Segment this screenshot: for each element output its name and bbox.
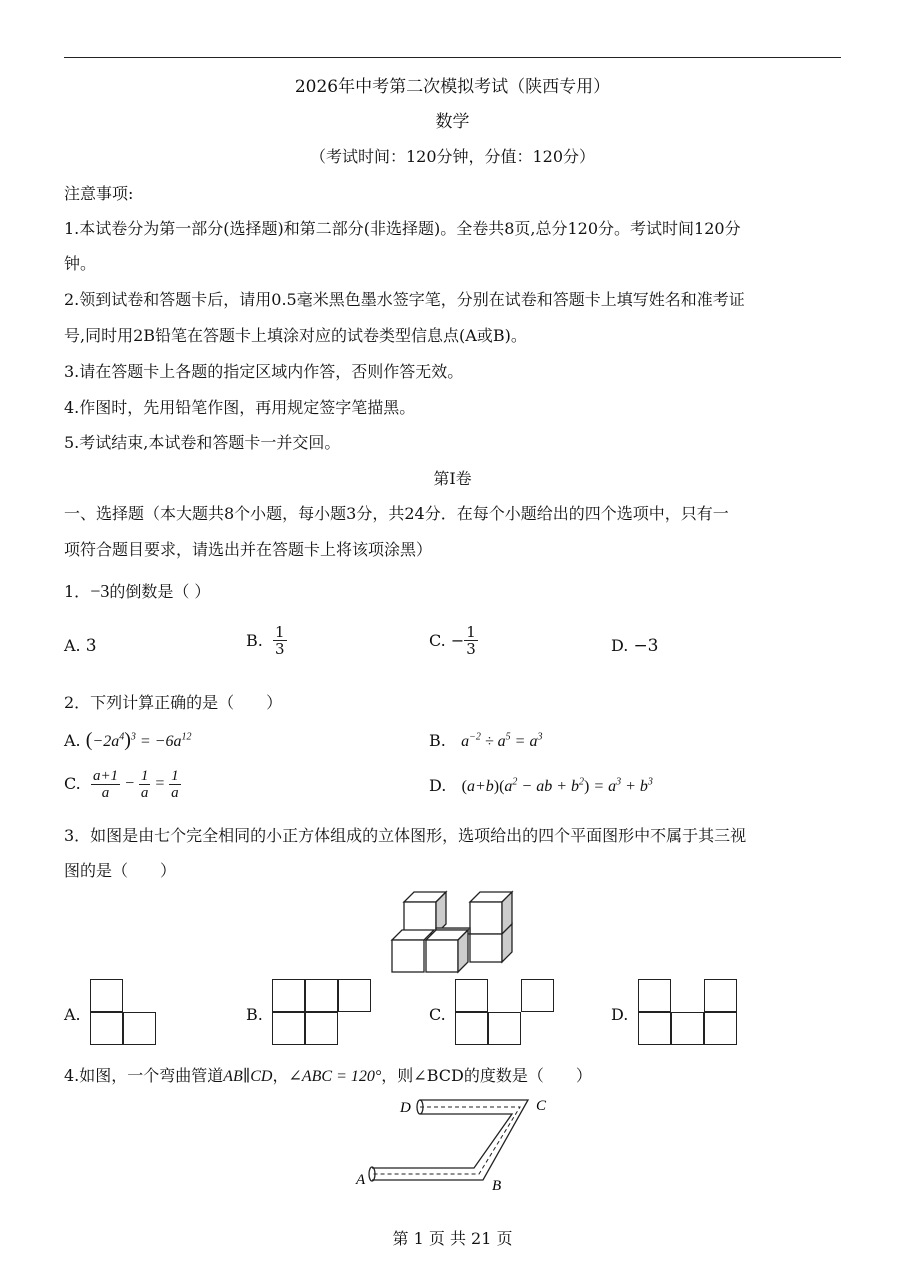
- notice-heading: 注意事项:: [64, 184, 134, 203]
- pipe-label-c: C: [536, 1098, 547, 1114]
- notice-item-1-line-1: 1.本试卷分为第一部分(选择题)和第二部分(非选择题)。全卷共8页,总分120分。考试时间120分: [64, 219, 741, 238]
- notice-item-2-line-1: 2.领到试卷和答题卡后，请用0.5毫米黑色墨水签字笔，分别在试卷和答题卡上填写姓名和准考证: [64, 290, 745, 309]
- question-2-option-a: A. $(-2a^4)^3 = -6a^{12}$: [64, 729, 192, 751]
- question-3-option-b-label: B.: [246, 1005, 263, 1024]
- notice-item-5: 5.考试结束,本试卷和答题卡一并交回。: [64, 433, 341, 452]
- question-3-option-d-label: D.: [611, 1005, 629, 1024]
- question-3-option-a-label: A.: [64, 1005, 81, 1024]
- question-1-stem: 1．−3的倒数是（ ）: [64, 581, 211, 601]
- question-3-stem-line-2: 图的是（ ）: [64, 861, 177, 880]
- question-3-option-d-figure: [638, 979, 742, 1047]
- question-2-option-d-formula: $(a+b)(a^2$ − ab + $b^2) = a^3 + b^3$: [461, 776, 653, 795]
- notice-item-3: 3.请在答题卡上各题的指定区域内作答，否则作答无效。: [64, 362, 464, 381]
- header-rule: [64, 57, 841, 58]
- exam-subject: 数学: [435, 112, 470, 132]
- section-heading-line-1: 一、选择题（本大题共8个小题，每小题3分，共24分．在每个小题给出的四个选项中，只有一: [64, 504, 729, 523]
- question-3-option-c-label: C.: [429, 1005, 446, 1024]
- question-3-option-b-figure: [272, 979, 376, 1047]
- notice-item-4: 4.作图时，先用铅笔作图，再用规定签字笔描黑。: [64, 398, 416, 417]
- question-1-option-a: A. 3: [64, 636, 97, 656]
- notice-item-2-line-2: 号,同时用2B铅笔在答题卡上填涂对应的试卷类型信息点(A或B)。: [64, 326, 527, 345]
- bent-pipe-figure: [352, 1092, 562, 1194]
- exam-title: 2026年中考第二次模拟考试（陕西专用）: [294, 77, 611, 97]
- question-3-stem-line-1: 3．如图是由七个完全相同的小正方体组成的立体图形，选项给出的四个平面图形中不属于其三视: [64, 826, 747, 845]
- question-2-option-c: C. $\frac{a+1}{a}$ − $\frac{1}{a}$ = $\frac{1}{a}$: [64, 768, 179, 801]
- exam-time-info: （考试时间：120分钟，分值：120分）: [309, 147, 596, 166]
- notice-item-1-line-2: 钟。: [64, 254, 97, 273]
- question-1-option-c: C. − $\frac{1}{3}$: [429, 623, 476, 658]
- question-3-option-c-figure: [455, 979, 559, 1047]
- question-2-option-a-formula: $(-2a^4)^3 = -6a^{12}$: [85, 729, 192, 751]
- page-footer: 第 1 页 共 21 页: [392, 1229, 513, 1248]
- question-2-stem: 2．下列计算正确的是（ ）: [64, 693, 283, 712]
- question-1-option-b: B. $\frac{1}{3}$: [246, 623, 285, 658]
- pipe-label-d: D: [400, 1100, 411, 1116]
- question-2-option-c-formula: $\frac{a+1}{a}$ − $\frac{1}{a}$ = $\frac{1}{a}$: [92, 768, 179, 801]
- question-3-option-a-figure: [90, 979, 160, 1047]
- question-4-stem: 4.如图，一个弯曲管道AB∥CD，∠ABC = 120°，则∠BCD的度数是（ ）: [64, 1066, 592, 1085]
- pipe-label-a: A: [356, 1172, 366, 1188]
- question-2-option-d: D. $(a+b)(a^2$ − ab + $b^2) = a^3 + b^3$: [429, 776, 653, 795]
- pipe-label-b: B: [492, 1178, 502, 1194]
- question-1-option-d: D. −3: [611, 636, 659, 656]
- question-2-option-b-formula: $a^{-2} \div a^5 = a^3$: [461, 731, 543, 750]
- question-2-option-b: B. $a^{-2} \div a^5 = a^3$: [429, 731, 543, 750]
- section-heading-line-2: 项符合题目要求，请选出并在答题卡上将该项涂黑）: [64, 540, 433, 559]
- cube-solid-figure: [388, 888, 518, 976]
- volume-title: 第I卷: [433, 469, 472, 488]
